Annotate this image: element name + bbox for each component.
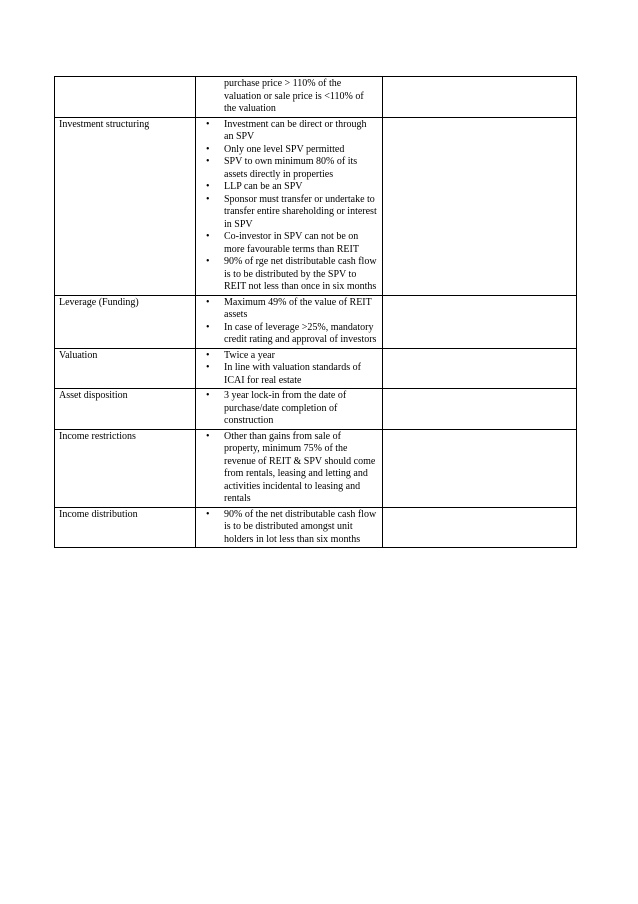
list-item: • 90% of rge net distributable cash flow is to be distributed by the SPV to REIT not less than once in six months xyxy=(200,256,378,294)
details-cell xyxy=(196,389,383,430)
list-item: • Investment can be direct or through an SPV xyxy=(200,119,378,144)
bullet-list xyxy=(200,119,378,294)
table-row xyxy=(55,117,577,295)
list-item: • Twice a year xyxy=(200,350,378,363)
details-cell xyxy=(196,77,383,118)
table-row xyxy=(55,295,577,348)
label-cell xyxy=(55,77,196,118)
table-row xyxy=(55,389,577,430)
list-item: • Only one level SPV permitted xyxy=(200,144,378,157)
list-item: • 90% of the net distributable cash flow is to be distributed amongst unit holders in lot less than six months xyxy=(200,509,378,547)
table-row xyxy=(55,77,577,118)
bullet-list xyxy=(200,297,378,347)
notes-cell xyxy=(383,77,577,118)
bullet-list xyxy=(200,431,378,506)
bullet-list xyxy=(200,509,378,547)
row-label: Investment structuring xyxy=(55,117,196,295)
table-row xyxy=(55,429,577,507)
bullet-list xyxy=(200,350,378,388)
notes-cell xyxy=(383,389,577,430)
reit-regulations-table xyxy=(54,76,577,548)
notes-cell xyxy=(383,429,577,507)
row-label: Valuation xyxy=(55,348,196,389)
row-label: Income restrictions xyxy=(55,429,196,507)
details-cell xyxy=(196,295,383,348)
list-item: • 3 year lock-in from the date of purchase/date completion of construction xyxy=(200,390,378,428)
table-row xyxy=(55,348,577,389)
list-item: • Co-investor in SPV can not be on more favourable terms than REIT xyxy=(200,231,378,256)
details-cell xyxy=(196,507,383,548)
row-label: Income distribution xyxy=(55,507,196,548)
continued-text: purchase price > 110% of the valuation or sale price is <110% of the valuation xyxy=(224,78,364,114)
bullet-list xyxy=(200,390,378,428)
row-label: Asset disposition xyxy=(55,389,196,430)
notes-cell xyxy=(383,507,577,548)
notes-cell xyxy=(383,348,577,389)
row-label: Leverage (Funding) xyxy=(55,295,196,348)
notes-cell xyxy=(383,117,577,295)
table-row xyxy=(55,507,577,548)
list-item: • Maximum 49% of the value of REIT assets xyxy=(200,297,378,322)
list-item: • Sponsor must transfer or undertake to transfer entire shareholding or interest in SPV xyxy=(200,194,378,232)
notes-cell xyxy=(383,295,577,348)
list-item: • In line with valuation standards of ICAI for real estate xyxy=(200,362,378,387)
list-item: • Other than gains from sale of property, minimum 75% of the revenue of REIT & SPV should come from rentals, leasing and letting and activities incidental to leasing and rentals xyxy=(200,431,378,506)
list-item: • SPV to own minimum 80% of its assets directly in properties xyxy=(200,156,378,181)
list-item: • LLP can be an SPV xyxy=(200,181,378,194)
details-cell xyxy=(196,117,383,295)
details-cell xyxy=(196,348,383,389)
list-item: • In case of leverage >25%, mandatory credit rating and approval of investors xyxy=(200,322,378,347)
details-cell xyxy=(196,429,383,507)
